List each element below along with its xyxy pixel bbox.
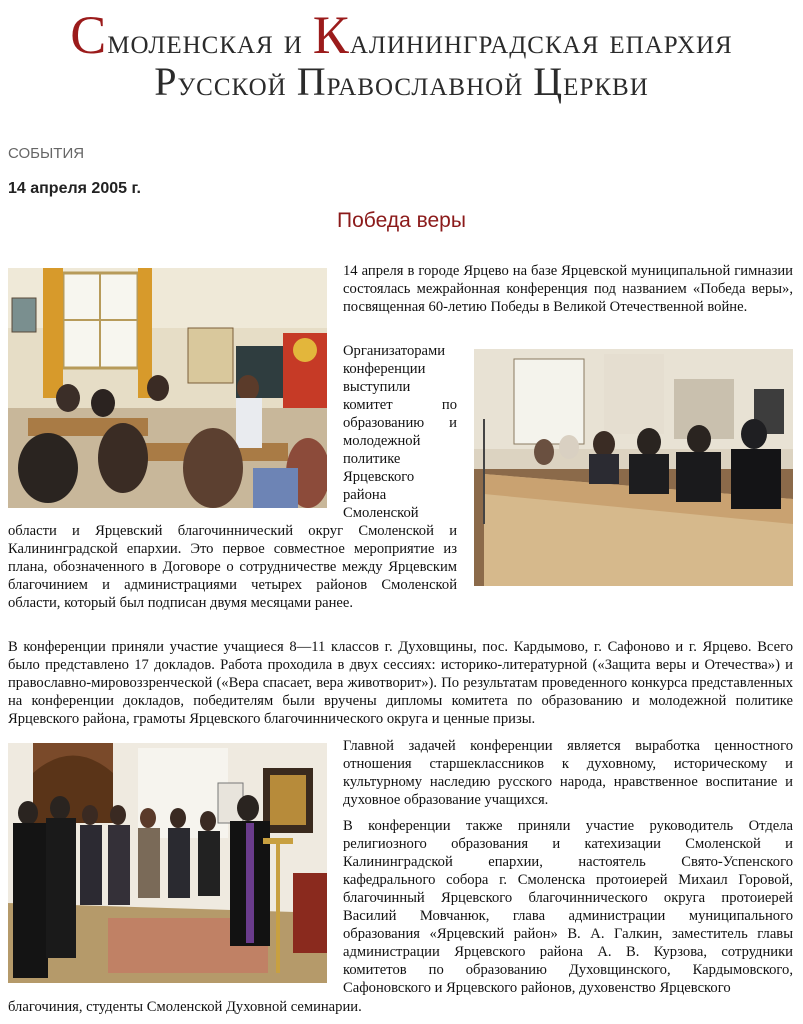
church-photo: [8, 743, 327, 983]
text-line: Смоленской: [343, 505, 419, 521]
text-line: комитет по: [343, 397, 457, 413]
masthead-text: равославной: [326, 63, 534, 103]
site-masthead: [0, 0, 803, 112]
paragraph-organizers-lines: [343, 342, 457, 522]
masthead-text: алининградская епархия: [349, 21, 733, 61]
section-label: СОБЫТИЯ: [8, 145, 85, 162]
paragraph-intro: 14 апреля в городе Ярцево на базе Ярцевской муниципальной гимназии состоялась межрайонная конференция под названием «Победа веры», посвященная 60-летию Победы в Великой Отечественной войне.: [343, 263, 793, 315]
presidium-photo: [474, 349, 793, 586]
article-title: Победа веры: [337, 209, 466, 232]
text-line: образованию и: [343, 415, 457, 431]
text-line: Организаторами: [343, 343, 446, 359]
masthead-initial: С: [70, 5, 108, 65]
text-line: района: [343, 487, 387, 503]
masthead-line-2: [0, 58, 803, 105]
paragraph-guests: В конференции также приняли участие руководитель Отдела религиозного образования и катехизации Смоленской и Калининградской епархии, настоятель Свято-Успенского кафедрального собора г. Смоленска протоиерей Михаил Горовой, благочинный Ярцевского благочиннического округа протоиерей Василий Мовчанюк, глава администрации муниципального образования «Ярцевский район» В. А. Галкин, заместитель главы администрации Ярцевского района А. В. Курзова, сотрудники комитетов по образованию Духовщинского, Кардымовского, Сафоновского и Ярцевского районов, духовенство Ярцевского: [343, 818, 793, 996]
masthead-line-1: [0, 4, 803, 66]
text-line: выступили: [343, 379, 411, 395]
masthead-text: еркви: [563, 63, 649, 103]
masthead-initial: П: [296, 59, 327, 104]
text-line: молодежной: [343, 433, 421, 449]
paragraph-participants: В конференции приняли участие учащиеся 8—11 классов г. Духовщины, пос. Кардымово, г. Сафоново и г. Ярцево. Всего было представлено 17 докладов. Работа проходила в двух сессиях: историко-литературной («Защита веры и Отечества») и православно-мировоззренческой («Вера спасает, вера животворит»). По результатам проведенного конкурса представленных на конференции докладов, победителям были вручены дипломы комитета по образованию и молодежной политике Ярцевского района, грамоты Ярцевского благочиннического округа и ценные призы.: [8, 639, 793, 727]
text-line: Ярцевского: [343, 469, 415, 485]
paragraph-guests-tail: благочиния, студенты Смоленской Духовной семинарии.: [8, 999, 362, 1015]
masthead-initial: Р: [154, 59, 178, 104]
masthead-text: усской: [177, 63, 297, 103]
article-date: 14 апреля 2005 г.: [8, 180, 141, 197]
masthead-initial: К: [312, 5, 350, 65]
masthead-text: моленская и: [107, 21, 313, 61]
text-line: конференции: [343, 361, 426, 377]
masthead-initial: Ц: [533, 59, 564, 104]
paragraph-goal: Главной задачей конференции является выработка ценностного отношения старшеклассников к духовному, историческому и культурному наследию русского народа, нравственное воспитание и духовное образование учащихся.: [343, 738, 793, 808]
classroom-photo: [8, 268, 327, 508]
text-line: политике: [343, 451, 401, 467]
paragraph-organizers: области и Ярцевский благочиннический округ Смоленской и Калининградской епархии. Это первое совместное мероприятие из плана, обозначенного в Договоре о сотрудничестве между Ярцевским благочинием и администрациями четырех районов Смоленской области, который был подписан двумя месяцами ранее.: [8, 523, 457, 611]
